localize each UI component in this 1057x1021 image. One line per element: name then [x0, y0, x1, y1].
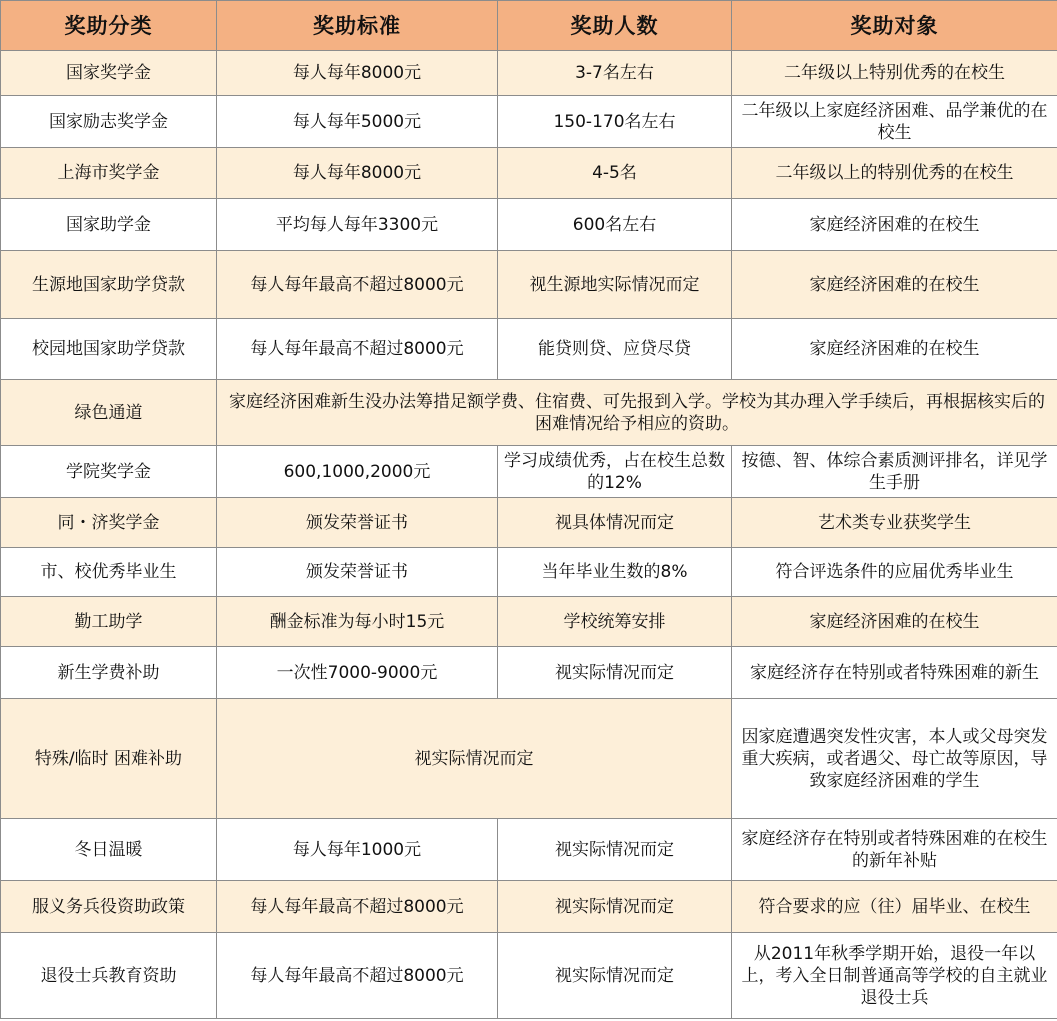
category-cell: 学院奖学金	[1, 446, 217, 498]
count-cell: 视实际情况而定	[498, 819, 732, 881]
table-row	[1, 819, 1057, 881]
table-row	[1, 319, 1057, 380]
target-cell: 二年级以上家庭经济困难、品学兼优的在校生	[732, 96, 1057, 148]
target-cell: 家庭经济存在特别或者特殊困难的新生	[732, 647, 1057, 699]
header-count: 奖助人数	[498, 1, 732, 51]
target-cell: 二年级以上特别优秀的在校生	[732, 51, 1057, 96]
count-cell: 视实际情况而定	[498, 933, 732, 1019]
category-cell: 绿色通道	[1, 380, 217, 446]
table-row	[1, 881, 1057, 933]
count-cell: 学习成绩优秀，占在校生总数的12%	[498, 446, 732, 498]
standard-cell: 每人每年8000元	[217, 51, 498, 96]
target-cell: 家庭经济困难的在校生	[732, 199, 1057, 251]
category-cell: 服义务兵役资助政策	[1, 881, 217, 933]
count-cell: 视生源地实际情况而定	[498, 251, 732, 319]
category-cell: 退役士兵教育资助	[1, 933, 217, 1019]
standard-cell: 每人每年最高不超过8000元	[217, 251, 498, 319]
target-cell: 家庭经济困难的在校生	[732, 319, 1057, 380]
table-row	[1, 647, 1057, 699]
count-cell: 学校统筹安排	[498, 597, 732, 647]
target-cell: 艺术类专业获奖学生	[732, 498, 1057, 548]
target-cell: 家庭经济存在特别或者特殊困难的在校生的新年补贴	[732, 819, 1057, 881]
header-row	[1, 1, 1057, 51]
category-cell: 市、校优秀毕业生	[1, 548, 217, 597]
table-row	[1, 498, 1057, 548]
merged-description-cell: 家庭经济困难新生没办法筹措足额学费、住宿费、可先报到入学。学校为其办理入学手续后，再根据核实后的困难情况给予相应的资助。	[217, 380, 1057, 446]
standard-cell: 酬金标准为每小时15元	[217, 597, 498, 647]
header-target: 奖助对象	[732, 1, 1057, 51]
table-row	[1, 699, 1057, 819]
category-cell: 校园地国家助学贷款	[1, 319, 217, 380]
table-row	[1, 51, 1057, 96]
category-cell: 生源地国家助学贷款	[1, 251, 217, 319]
category-cell: 冬日温暖	[1, 819, 217, 881]
target-cell: 因家庭遭遇突发性灾害，本人或父母突发重大疾病，或者遇父、母亡故等原因，导致家庭经济困难的学生	[732, 699, 1057, 819]
target-cell: 符合要求的应（往）届毕业、在校生	[732, 881, 1057, 933]
count-cell: 4-5名	[498, 148, 732, 199]
standard-cell: 每人每年最高不超过8000元	[217, 933, 498, 1019]
standard-cell: 每人每年8000元	[217, 148, 498, 199]
category-cell: 国家励志奖学金	[1, 96, 217, 148]
standard-cell: 每人每年1000元	[217, 819, 498, 881]
standard-cell: 600,1000,2000元	[217, 446, 498, 498]
table-row	[1, 933, 1057, 1019]
count-cell: 150-170名左右	[498, 96, 732, 148]
target-cell: 符合评选条件的应届优秀毕业生	[732, 548, 1057, 597]
standard-cell: 颁发荣誉证书	[217, 548, 498, 597]
target-cell: 家庭经济困难的在校生	[732, 597, 1057, 647]
count-cell: 当年毕业生数的8%	[498, 548, 732, 597]
count-cell: 视具体情况而定	[498, 498, 732, 548]
category-cell: 特殊/临时 困难补助	[1, 699, 217, 819]
standard-cell: 每人每年5000元	[217, 96, 498, 148]
target-cell: 从2011年秋季学期开始，退役一年以上，考入全日制普通高等学校的自主就业退役士兵	[732, 933, 1057, 1019]
header-standard: 奖助标准	[217, 1, 498, 51]
table-row	[1, 148, 1057, 199]
category-cell: 同・济奖学金	[1, 498, 217, 548]
category-cell: 国家助学金	[1, 199, 217, 251]
count-cell: 视实际情况而定	[498, 647, 732, 699]
standard-cell: 颁发荣誉证书	[217, 498, 498, 548]
standard-count-merged-cell: 视实际情况而定	[217, 699, 732, 819]
header-category: 奖助分类	[1, 1, 217, 51]
table-row	[1, 597, 1057, 647]
table-row	[1, 548, 1057, 597]
category-cell: 国家奖学金	[1, 51, 217, 96]
standard-cell: 每人每年最高不超过8000元	[217, 881, 498, 933]
table-row	[1, 199, 1057, 251]
target-cell: 家庭经济困难的在校生	[732, 251, 1057, 319]
count-cell: 3-7名左右	[498, 51, 732, 96]
target-cell: 二年级以上的特别优秀的在校生	[732, 148, 1057, 199]
target-cell: 按德、智、体综合素质测评排名，详见学生手册	[732, 446, 1057, 498]
standard-cell: 每人每年最高不超过8000元	[217, 319, 498, 380]
table-row	[1, 96, 1057, 148]
standard-cell: 平均每人每年3300元	[217, 199, 498, 251]
count-cell: 视实际情况而定	[498, 881, 732, 933]
table-row	[1, 251, 1057, 319]
category-cell: 勤工助学	[1, 597, 217, 647]
table-row	[1, 380, 1057, 446]
count-cell: 600名左右	[498, 199, 732, 251]
table-row	[1, 446, 1057, 498]
category-cell: 上海市奖学金	[1, 148, 217, 199]
standard-cell: 一次性7000-9000元	[217, 647, 498, 699]
count-cell: 能贷则贷、应贷尽贷	[498, 319, 732, 380]
category-cell: 新生学费补助	[1, 647, 217, 699]
